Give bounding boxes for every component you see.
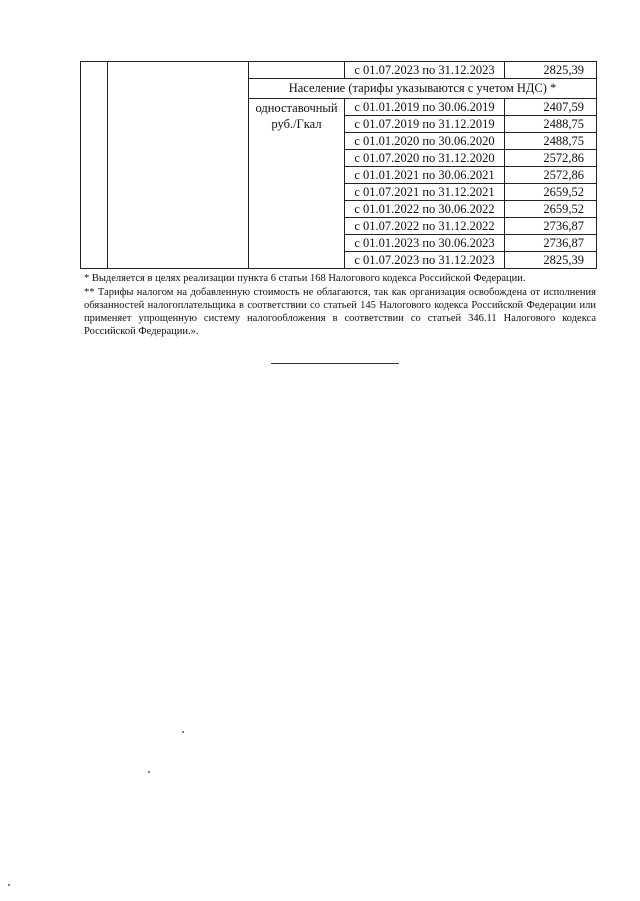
period-cell: с 01.07.2019 по 31.12.2019: [345, 116, 505, 133]
tariff-value-cell: 2659,52: [505, 184, 597, 201]
period-cell: с 01.01.2020 по 30.06.2020: [345, 133, 505, 150]
tariff-table-body: [81, 62, 597, 269]
period-cell: с 01.07.2023 по 31.12.2023: [345, 252, 505, 269]
period-cell: с 01.07.2020 по 31.12.2020: [345, 150, 505, 167]
tariff-value-cell: 2572,86: [505, 150, 597, 167]
period-cell: с 01.01.2021 по 30.06.2021: [345, 167, 505, 184]
tariff-value-cell: 2572,86: [505, 167, 597, 184]
period-cell: с 01.07.2023 по 31.12.2023: [345, 62, 505, 79]
tariff-value-cell: 2736,87: [505, 235, 597, 252]
tariff-value-cell: 2825,39: [505, 62, 597, 79]
period-cell: с 01.07.2022 по 31.12.2022: [345, 218, 505, 235]
scan-speck: [8, 884, 10, 886]
unit-cell-empty: [249, 62, 345, 79]
tariff-value-cell: 2736,87: [505, 218, 597, 235]
unit-cell: [249, 99, 345, 269]
scan-speck: [148, 771, 150, 773]
closing-divider: [271, 363, 399, 364]
footnote-vat-exemption: ** Тарифы налогом на добавленную стоимость не облагаются, так как организация освобождена от исполнения обязанностей налогоплательщика в соответствии со статьей 145 Налогового кодекса Российской Федерации или применяет упрощенную систему налогообложения в соответствии со статьей 346.11 Налогового кодекса Российской Федерации.».: [84, 287, 596, 337]
tariff-value-cell: 2488,75: [505, 116, 597, 133]
footnotes: [84, 272, 596, 338]
period-cell: с 01.07.2021 по 31.12.2021: [345, 184, 505, 201]
tariff-value-cell: 2488,75: [505, 133, 597, 150]
tariff-value-cell: 2407,59: [505, 99, 597, 116]
period-cell: с 01.01.2023 по 30.06.2023: [345, 235, 505, 252]
section-title-cell: Население (тарифы указываются с учетом НДС) *: [249, 79, 597, 99]
period-cell: с 01.01.2022 по 30.06.2022: [345, 201, 505, 218]
tariff-value-cell: 2825,39: [505, 252, 597, 269]
unit-measure-label: руб./Гкал: [271, 117, 322, 131]
table-row: [81, 62, 597, 79]
index-column-cell: [81, 62, 108, 269]
unit-type-label: одноставочный: [255, 101, 338, 115]
period-cell: с 01.01.2019 по 30.06.2019: [345, 99, 505, 116]
footnote-vat: * Выделяется в целях реализации пункта 6 статьи 168 Налогового кодекса Российской Федерации.: [84, 273, 526, 284]
tariff-table: [80, 61, 597, 269]
tariff-value-cell: 2659,52: [505, 201, 597, 218]
scan-speck: [182, 731, 184, 733]
organization-column-cell: [108, 62, 249, 269]
